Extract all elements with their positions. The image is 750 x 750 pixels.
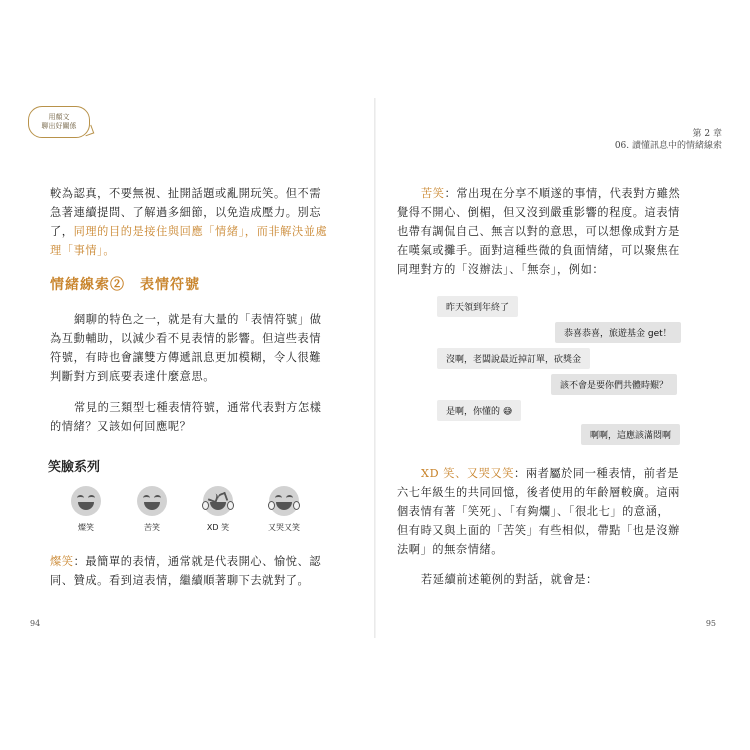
left-paragraph-2: 網聊的特色之一，就是有大量的「表情符號」做為互動輔助，以減少看不見表情的影響。但這些表情符號，有時也會讓雙方傳遞訊息更加模糊，令人很難判斷對方到底要表達什麼意思。 bbox=[50, 313, 322, 383]
chat-bubble-sent: 啊啊，這應該滿悶啊 bbox=[581, 424, 680, 445]
emoji-wry bbox=[130, 486, 174, 533]
right-paragraph-1-term: 苦笑 bbox=[421, 187, 445, 200]
grin-face-icon bbox=[71, 486, 101, 516]
chat-bubble-received: 昨天領到年終了 bbox=[437, 296, 518, 317]
chapter-label: 第 2 章 bbox=[692, 129, 722, 139]
left-paragraph-3: 常見的三類型七種表情符號，通常代表對方怎樣的情緒？又該如何回應呢？ bbox=[50, 401, 322, 433]
emoji-label: XD 笑 bbox=[206, 523, 230, 532]
book-brand-bubble bbox=[28, 106, 90, 138]
left-paragraph-4 bbox=[50, 552, 332, 590]
book-spine bbox=[374, 98, 376, 638]
right-paragraph-1-text: ：常出現在分享不順遂的事情，代表對方雖然覺得不開心、倒楣，但又沒到嚴重影響的程度。這表情也帶有調侃自己、無言以對的意思，可以想像成對方是在嘆氣或攤手。面對這種些微的負面情緒，可以聚焦在同理對方的「沒辦法」、「無奈」，例如： bbox=[397, 187, 681, 276]
series-title: 笑臉系列 bbox=[48, 460, 101, 475]
emoji-laugh-cry bbox=[262, 486, 306, 533]
emoji-label: 苦笑 bbox=[144, 523, 160, 532]
right-page bbox=[389, 98, 722, 638]
left-paragraph-1-text: 較為認真，不要無視、扯開話題或亂開玩笑。但不需急著連續提問、了解過多細節，以免造成壓力。別忘了， bbox=[50, 187, 322, 238]
section-title: 情緒線索② 表情符號 bbox=[50, 277, 200, 293]
emoji-xd bbox=[196, 486, 240, 533]
left-paragraph-1-highlight: 同理的目的是接住與回應「情緒」，而非解決並處理「事情」。 bbox=[50, 225, 328, 257]
wry-smile-icon bbox=[137, 486, 167, 516]
page-number-right: 95 bbox=[705, 619, 716, 628]
brand-line-2: 聊出好關係 bbox=[41, 122, 77, 130]
emoji-label: 燦笑 bbox=[78, 523, 94, 532]
brand-line-1: 用顏文 bbox=[48, 113, 70, 121]
right-paragraph-2 bbox=[397, 464, 681, 559]
right-paragraph-1 bbox=[397, 184, 681, 279]
chat-bubble-received: 是啊，你懂的 😅 bbox=[437, 400, 521, 421]
chat-bubble-sent: 恭喜恭喜，旅遊基金 get！ bbox=[555, 322, 681, 343]
xd-laugh-icon bbox=[203, 486, 233, 516]
right-paragraph-2-text: ：兩者屬於同一種表情，前者是六七年級生的共同回憶，後者使用的年齡層較廣。這兩個表情有著「笑死」、「有夠爛」、「很北七」的意涵，但有時又與上面的「苦笑」有些相似，帶點「也是沒辦法啊」的無奈情緒。 bbox=[397, 467, 680, 556]
left-paragraph-4-text: ：最簡單的表情，通常就是代表開心、愉悅、認同、贊成。看到這表情，繼續順著聊下去就對了。 bbox=[50, 555, 322, 587]
left-paragraph-1 bbox=[50, 184, 332, 260]
chapter-header bbox=[615, 128, 722, 152]
chat-bubble-received: 沒啊，老闆說最近掉訂單，砍獎金 bbox=[437, 348, 590, 369]
left-paragraph-4-term: 燦笑 bbox=[50, 555, 74, 568]
page-number-left: 94 bbox=[30, 619, 41, 628]
right-paragraph-3: 若延續前述範例的對話，就會是： bbox=[421, 573, 598, 586]
laugh-cry-icon bbox=[269, 486, 299, 516]
emoji-grin bbox=[64, 486, 108, 533]
chapter-subtitle: 06. 讀懂訊息中的情緒線索 bbox=[614, 141, 722, 151]
left-page bbox=[24, 98, 357, 638]
chat-bubble-sent: 該不會是要你們共體時艱？ bbox=[551, 374, 677, 395]
emoji-label: 又哭又笑 bbox=[268, 523, 300, 532]
right-paragraph-2-term: XD 笑、又哭又笑 bbox=[421, 467, 515, 480]
